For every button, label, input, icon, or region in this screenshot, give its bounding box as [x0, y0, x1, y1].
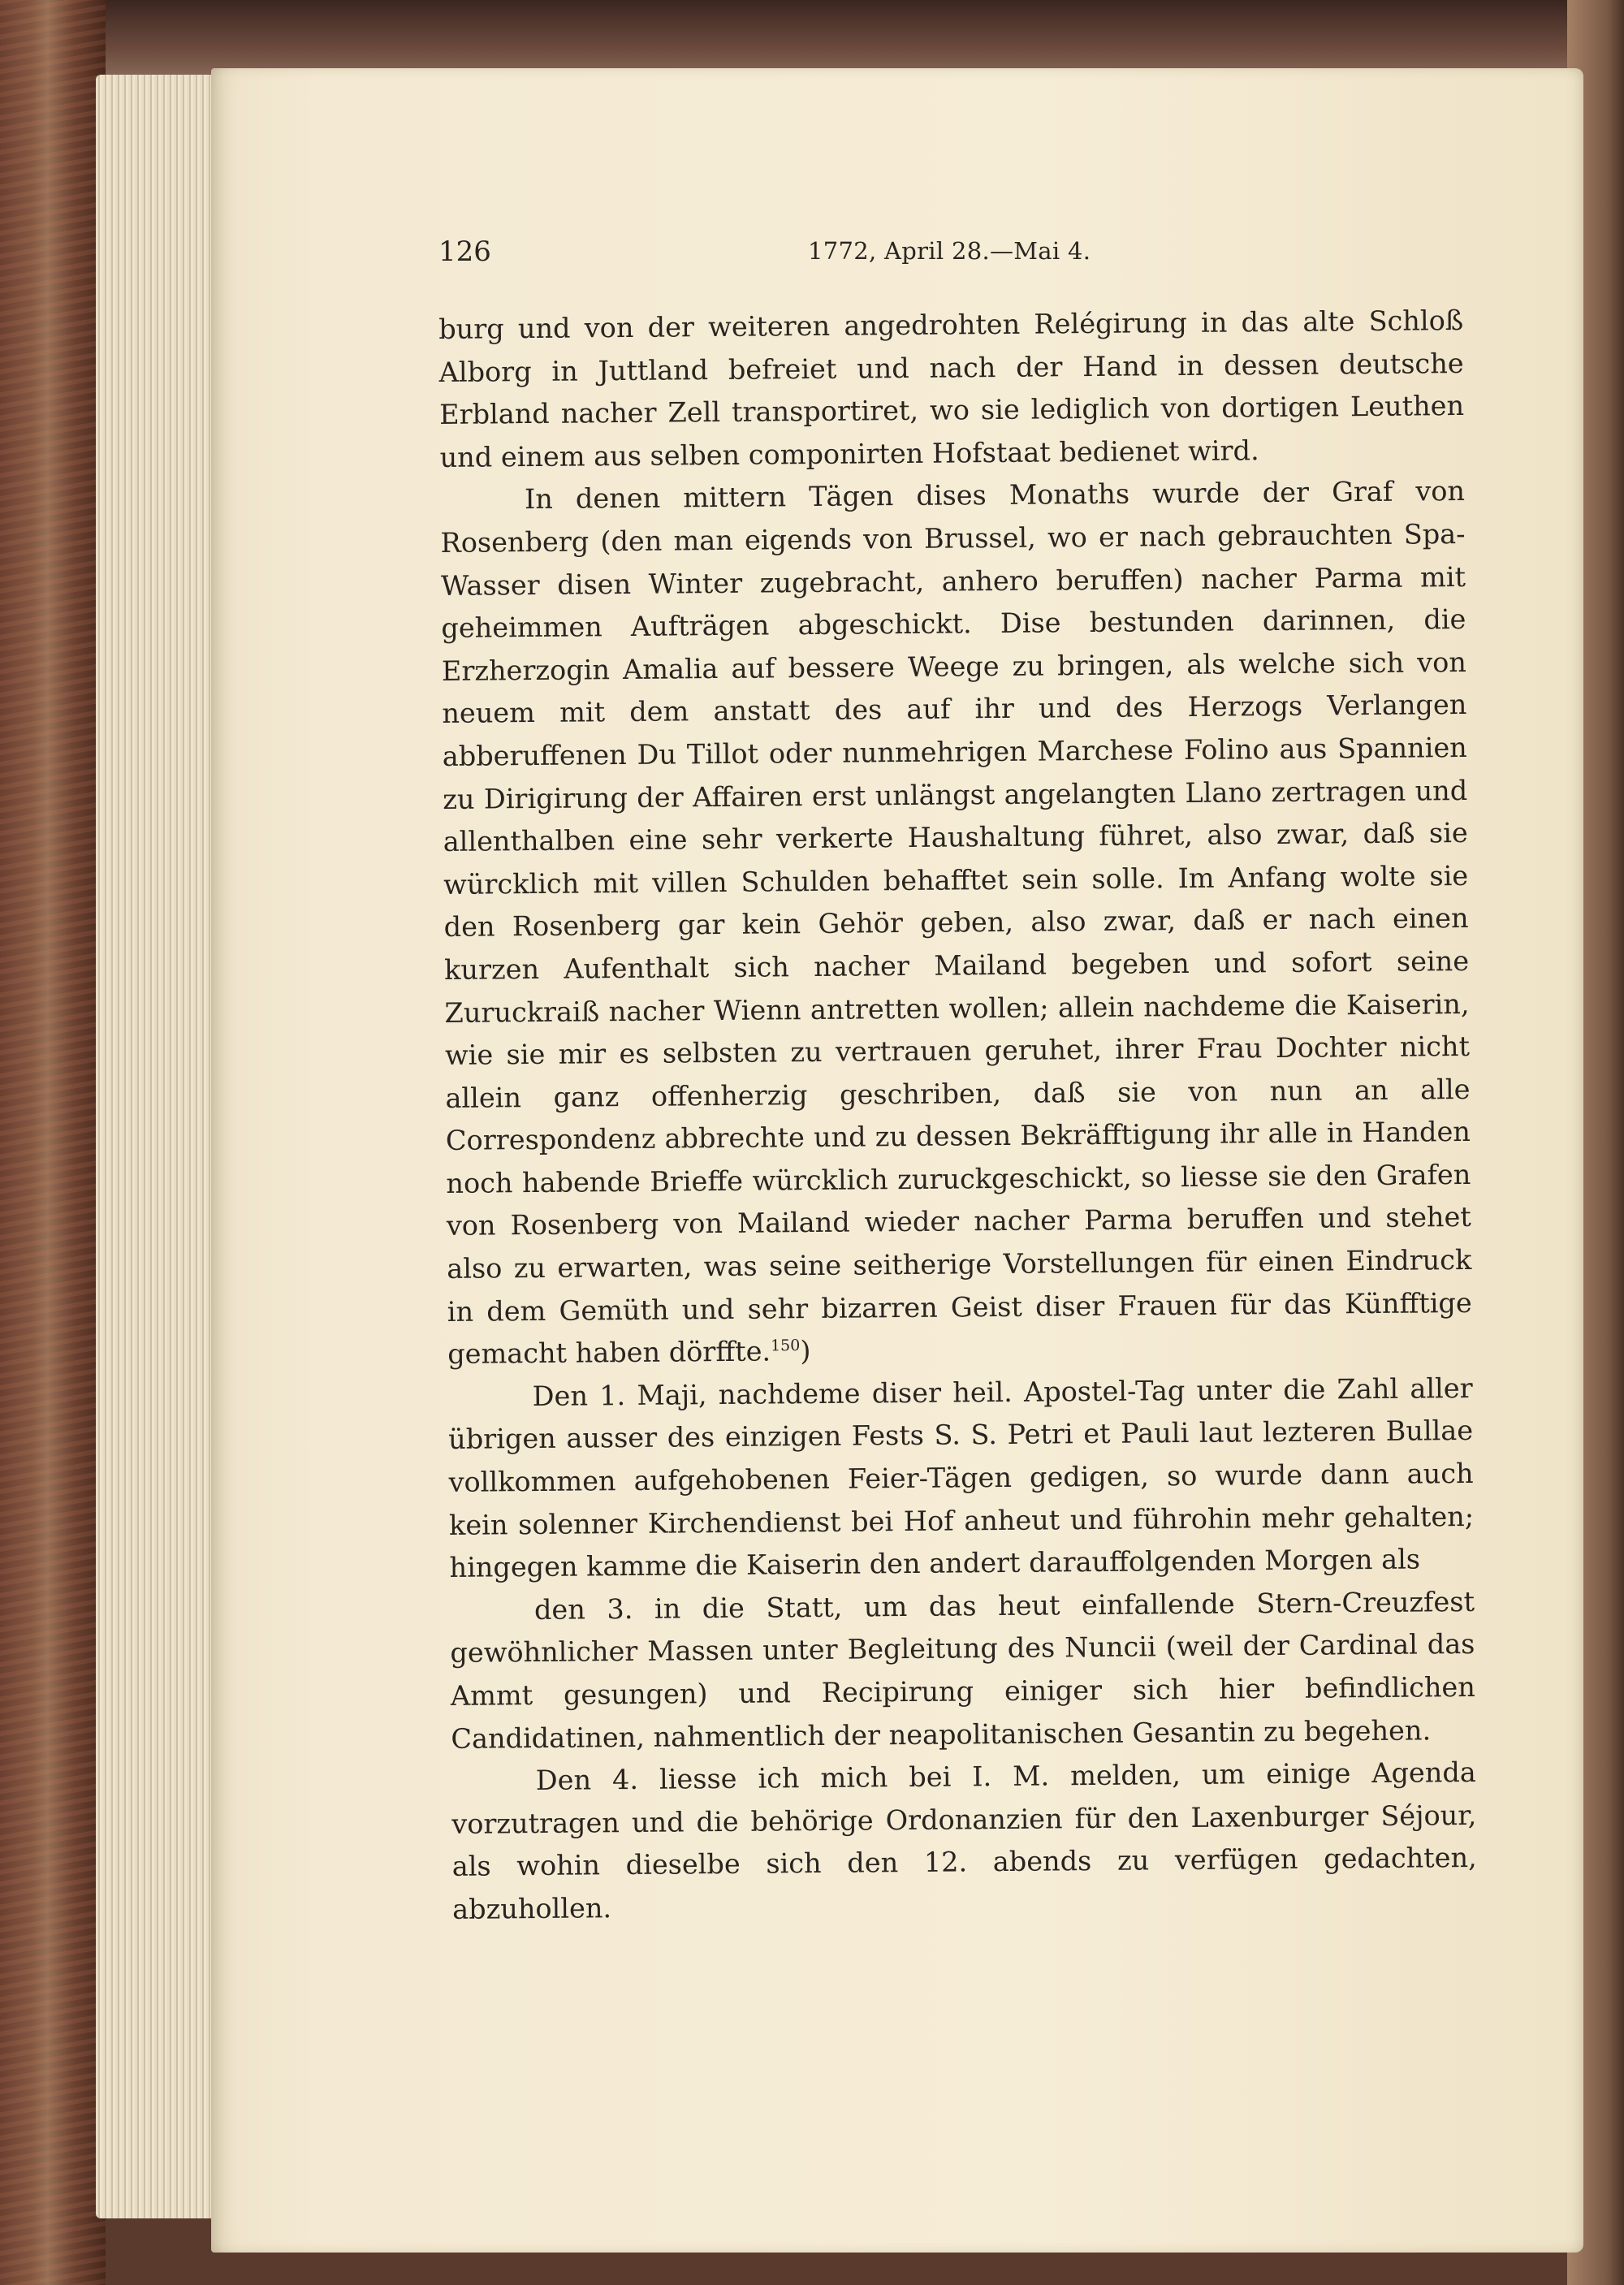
paragraph-2-text: In denen mittern Tägen dises Monaths wurde der Graf von Rosenberg (den man eigends von Brussel, wo er nach gebrauchten Spa-Wasser disen Winter zugebracht, anhero beruffen) nacher Parma mit geheimmen Aufträgen abgeschickt. Dise bestunden darinnen, die Erzherzogin Amalia auf bessere Weege zu bringen, als welche sich von neuem mit dem anstatt des auf ihr und des Herzogs Verlangen abberuffenen Du Tillot oder nunmehrigen Marchese Folino aus Spannien zu Dirigirung der Affairen erst unlängst angelangten Llano zertragen und allenthalben eine sehr verkerte Haushaltung führet, also zwar, daß sie würcklich mit villen Schulden behafftet sein solle. Im Anfang wolte sie den Rosenberg gar kein Gehör geben, also zwar, daß er nach einen kurzen Aufenthalt sich nacher Mailand begeben und sofort seine Zuruckraiß nacher Wienn antretten wollen; allein nachdeme die Kaiserin, wie sie mir es selbsten zu vertrauen geruhet, ihrer Frau Dochter nicht allein ganz offenherzig geschriben, daß sie von nun an alle Correspondenz abbrechte und zu dessen Bekräfftigung ihr alle in Handen noch habende Brieffe würcklich zuruckgeschickt, so liesse sie den Grafen von Rosenberg von Mailand wieder nacher Parma beruffen und stehet also zu erwarten, was seine seitherige Vorstellungen für einen Eindruck in dem Gemüth und sehr bizarren Geist diser Frauen für das Künfftige gemacht haben dörffte. [440, 475, 1472, 1371]
book-binding-left [0, 0, 106, 2285]
paragraph-3: Den 1. Maji, nachdeme diser heil. Apostel-Tag unter die Zahl aller übrigen ausser des einzigen Fests S. S. Petri et Pauli laut lezteren Bullae vollkommen aufgehobenen Feier-Tägen gedigen, so wurde dann auch kein solenner Kirchendienst bei Hof anheut und führohin mehr gehalten; hingegen kamme die Kaiserin den andert darauffolgenden Morgen als [447, 1371, 1475, 1584]
paragraph-4: den 3. in die Statt, um das heut einfallende Stern-Creuzfest gewöhnlicher Massen unter Begleitung des Nuncii (weil der Cardinal das Ammt gesungen) und Recipirung einiger sich hier befindlichen Candidatinen, nahmentlich der neapolitanischen Gesantin zu begehen. [450, 1585, 1476, 1755]
paragraph-2 [440, 470, 1473, 1376]
footnote-reference-close: ) [800, 1335, 811, 1367]
body-text [438, 300, 1477, 1931]
paragraph-1: burg und von der weiteren angedrohten Relégirung in das alte Schloß Alborg in Juttland befreiet und nach der Hand in dessen deutsche Erbland nacher Zell transportiret, wo sie lediglich von dortigen Leuthen und einem aus selben componirten Hofstaat bedienet wird. [438, 304, 1465, 473]
paragraph-5: Den 4. liesse ich mich bei I. M. melden, um einige Agenda vorzutragen und die behörige Ordonanzien für den Laxenburger Séjour, als wohin dieselbe sich den 12. abends zu verfügen gedachten, abzuhollen. [451, 1756, 1477, 1925]
running-head: 1772, April 28.—Mai 4. [808, 237, 1091, 265]
page-number: 126 [438, 235, 491, 268]
footnote-reference: 150 [770, 1337, 801, 1355]
page-header [438, 235, 1462, 276]
